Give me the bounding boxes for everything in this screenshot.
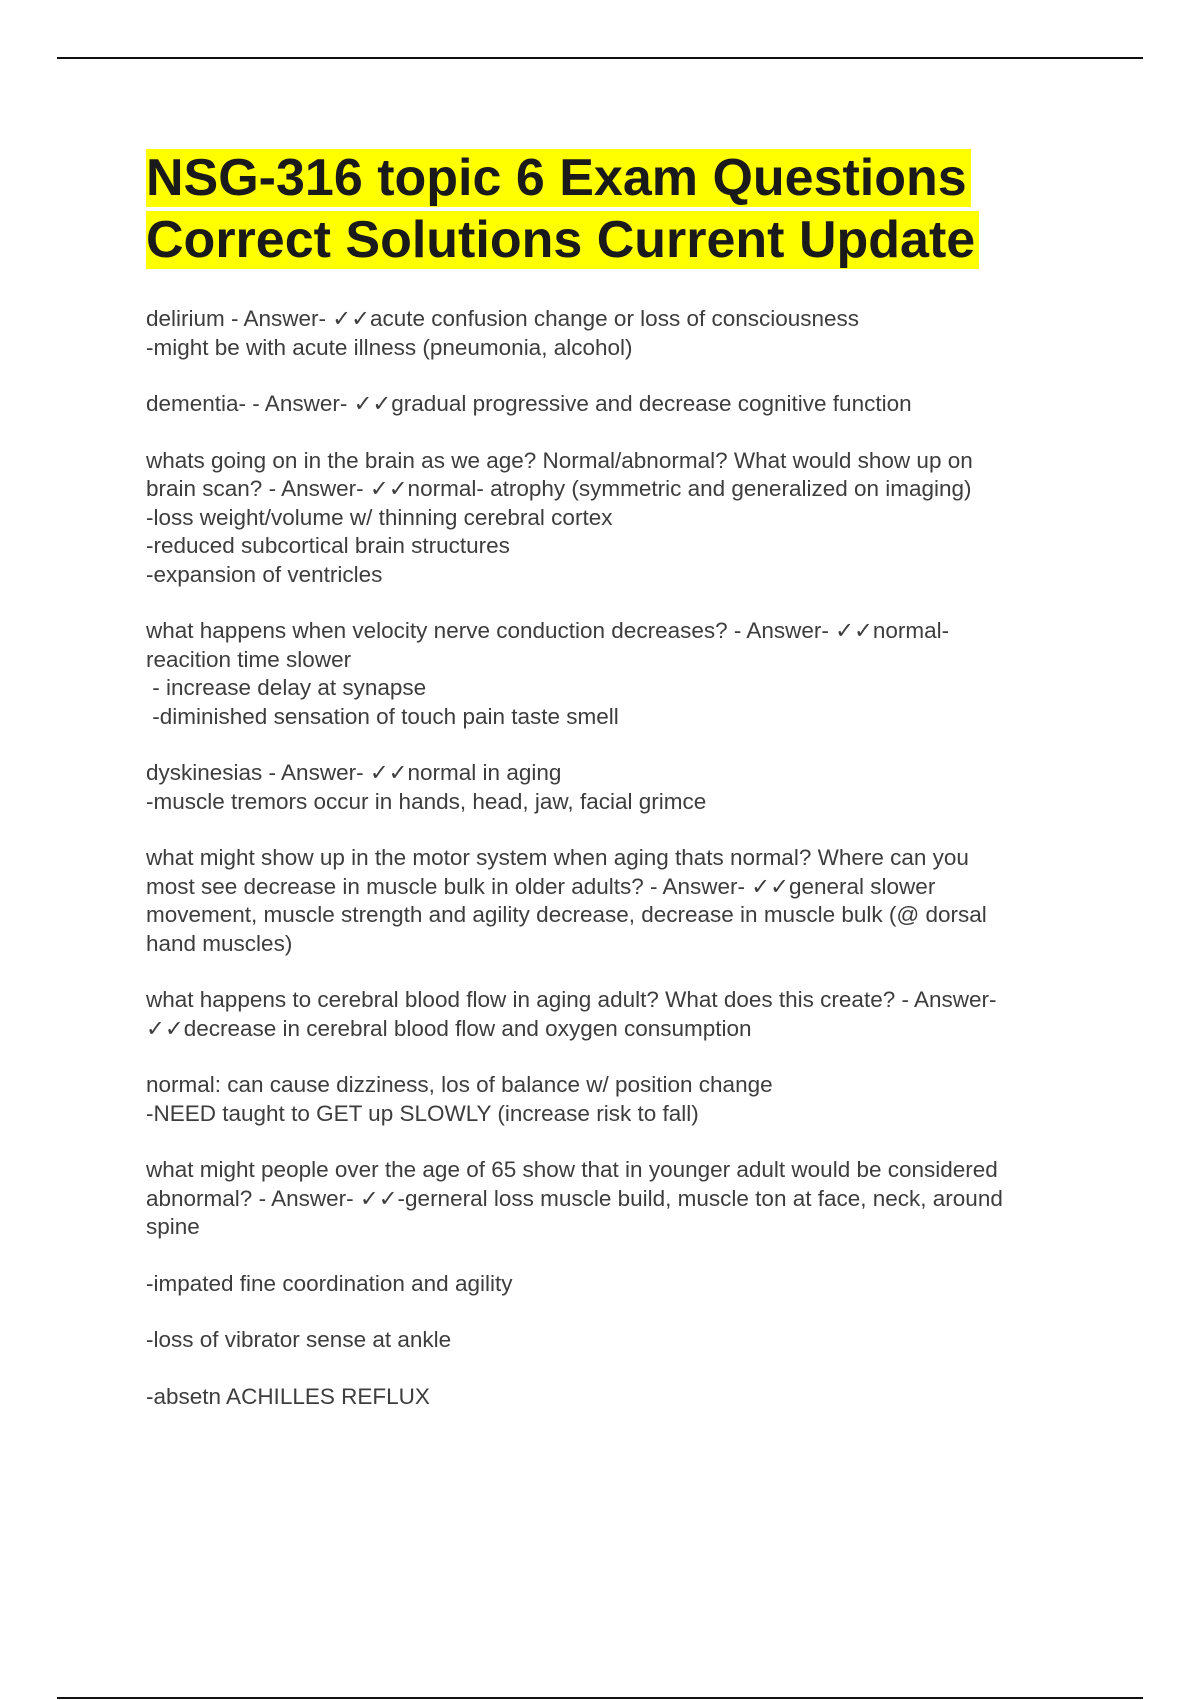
qa-line: what might people over the age of 65 show that in younger adult would be considered: [146, 1157, 998, 1182]
qa-line: dementia- - Answer- ✓✓gradual progressive and decrease cognitive function: [146, 391, 912, 416]
qa-entry: [146, 447, 1076, 590]
top-rule: [57, 57, 1143, 59]
qa-entry: [146, 986, 1076, 1043]
qa-line: -impated fine coordination and agility: [146, 1270, 513, 1296]
qa-entry: [146, 1156, 1076, 1242]
qa-entry: [146, 844, 1076, 958]
qa-line: -muscle tremors occur in hands, head, jaw, facial grimce: [146, 788, 707, 814]
qa-line: -might be with acute illness (pneumonia, alcohol): [146, 334, 633, 360]
qa-entry: [146, 759, 1076, 816]
title-line-2: Correct Solutions Current Update: [146, 211, 979, 269]
qa-line: abnormal? - Answer- ✓✓-gerneral loss muscle build, muscle ton at face, neck, around: [146, 1185, 1003, 1211]
qa-line: what happens to cerebral blood flow in aging adult? What does this create? - Answer-: [146, 987, 997, 1012]
qa-entry: [146, 1326, 1076, 1355]
title-line-1: NSG-316 topic 6 Exam Questions: [146, 149, 971, 207]
qa-line: spine: [146, 1214, 200, 1239]
qa-line: delirium - Answer- ✓✓acute confusion change or loss of consciousness: [146, 306, 860, 331]
qa-line: brain scan? - Answer- ✓✓normal- atrophy (symmetric and generalized on imaging): [146, 476, 972, 501]
document-title: [146, 147, 979, 271]
qa-entry: [146, 390, 1076, 419]
qa-line: -loss of vibrator sense at ankle: [146, 1327, 452, 1352]
qa-line: -reduced subcortical brain structures: [146, 533, 510, 558]
qa-entry: [146, 1383, 1076, 1412]
qa-line: whats going on in the brain as we age? Normal/abnormal? What would show up on: [146, 447, 973, 473]
qa-entry: [146, 1270, 1076, 1299]
qa-entry: [146, 1071, 1076, 1128]
qa-entry: [146, 617, 1076, 731]
bottom-rule: [57, 1697, 1143, 1699]
qa-line: reacition time slower: [146, 646, 352, 672]
qa-line: what might show up in the motor system when aging thats normal? Where can you: [146, 845, 969, 870]
qa-line: what happens when velocity nerve conduction decreases? - Answer- ✓✓normal-: [146, 618, 950, 643]
qa-line: normal: can cause dizziness, los of balance w/ position change: [146, 1072, 773, 1097]
qa-line: - increase delay at synapse: [146, 675, 427, 700]
qa-line: -loss weight/volume w/ thinning cerebral cortex: [146, 504, 613, 530]
qa-line: most see decrease in muscle bulk in older adults? - Answer- ✓✓general slower: [146, 873, 936, 899]
qa-line: dyskinesias - Answer- ✓✓normal in aging: [146, 760, 562, 785]
qa-line: ✓✓decrease in cerebral blood flow and oxygen consumption: [146, 1015, 752, 1041]
question-answer-list: [146, 305, 1076, 1439]
qa-line: -expansion of ventricles: [146, 561, 383, 587]
qa-entry: [146, 305, 1076, 362]
qa-line: movement, muscle strength and agility decrease, decrease in muscle bulk (@ dorsal: [146, 902, 987, 927]
qa-line: -absetn ACHILLES REFLUX: [146, 1383, 430, 1409]
qa-line: -diminished sensation of touch pain taste smell: [146, 703, 619, 729]
qa-line: -NEED taught to GET up SLOWLY (increase risk to fall): [146, 1100, 699, 1126]
qa-line: hand muscles): [146, 930, 293, 956]
